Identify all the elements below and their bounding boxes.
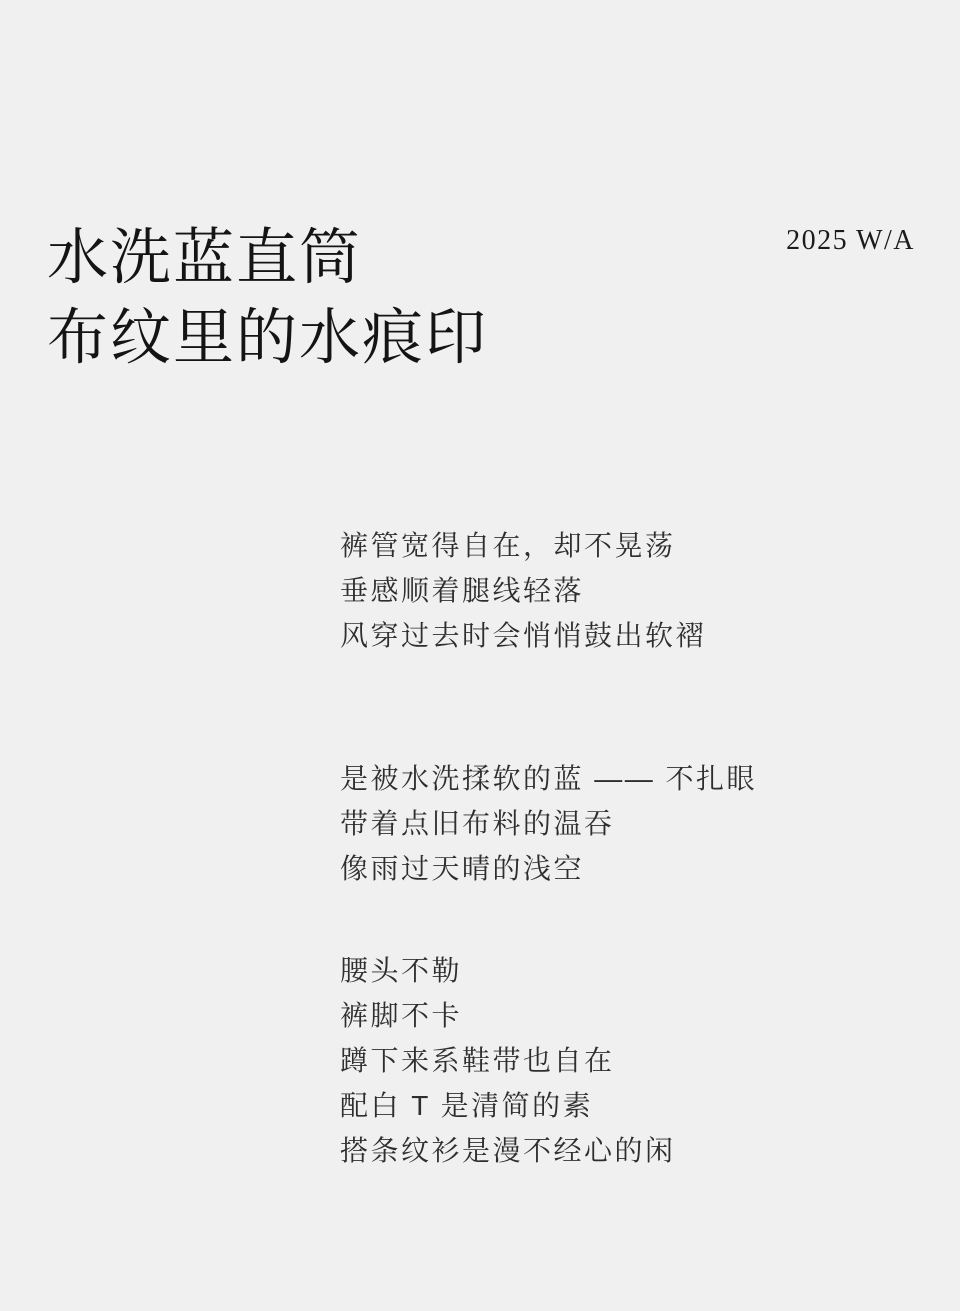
poem-body: [340, 523, 757, 1173]
poem-stanza-2: [340, 756, 757, 891]
poster-title-line2: 布纹里的水痕印: [47, 305, 489, 372]
poem-line: 蹲下来系鞋带也自在: [340, 1045, 615, 1076]
poem-stanza-3: [340, 948, 757, 1173]
poem-line: 像雨过天晴的浅空: [340, 853, 585, 884]
collection-season-tag: 2025 W/A: [786, 225, 915, 256]
poster-title: [47, 219, 488, 379]
poem-line: 是被水洗揉软的蓝 —— 不扎眼: [340, 763, 758, 794]
poem-line: 带着点旧布料的温吞: [340, 808, 615, 839]
poem-line: 搭条纹衫是漫不经心的闲: [340, 1135, 676, 1166]
poem-line: 裤管宽得自在，却不晃荡: [340, 530, 676, 561]
poem-line: 裤脚不卡: [340, 1000, 463, 1031]
poem-line: 腰头不勒: [340, 955, 463, 986]
poem-line: 垂感顺着腿线轻落: [340, 575, 585, 606]
poster-title-line1: 水洗蓝直筒: [47, 225, 363, 292]
poem-stanza-1: [340, 523, 757, 658]
poem-line: 风穿过去时会悄悄鼓出软褶: [340, 620, 707, 651]
poem-line: 配白 T 是清简的素: [340, 1090, 594, 1121]
